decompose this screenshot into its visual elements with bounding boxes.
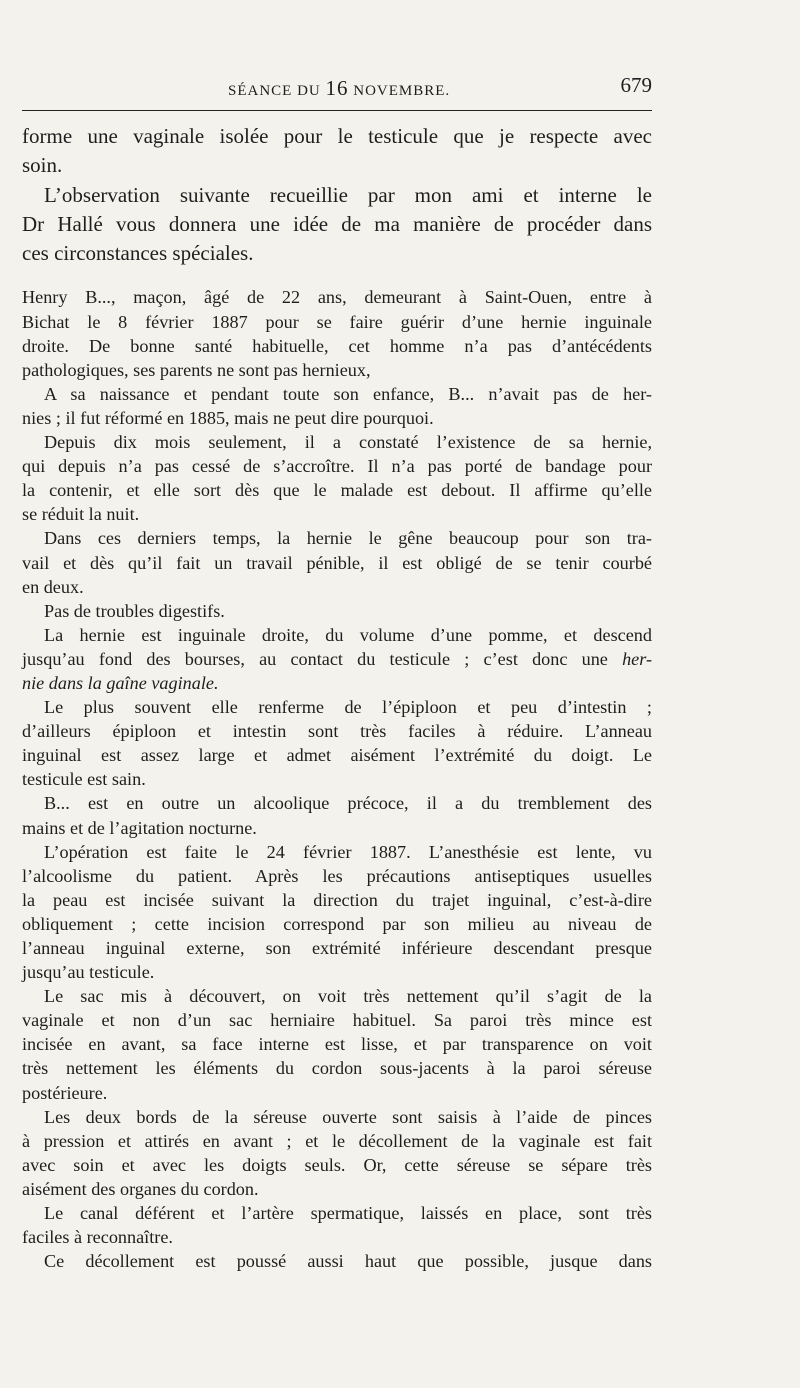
text-line: Depuis dix mois seulement, il a constaté l’existence de sa hernie,: [44, 432, 652, 453]
text-line: avec soin et avec les doigts seuls. Or, cette séreuse se sépare très: [22, 1154, 652, 1175]
text-line: L’observation suivante recueillie par mon ami et interne le: [44, 182, 652, 207]
text-line: très nettement les éléments du cordon sous-jacents à la paroi séreuse: [22, 1058, 652, 1079]
text-line: mains et de l’agitation nocturne.: [22, 817, 257, 838]
text-line: Ce décollement est poussé aussi haut que possible, jusque dans: [44, 1251, 652, 1272]
text-line: forme une vaginale isolée pour le testicule que je respecte avec: [22, 124, 652, 148]
text-line: Le canal déférent et l’artère spermatique, laissés en place, sont très: [44, 1203, 652, 1224]
text-line: [22, 647, 652, 671]
header-title: [228, 76, 450, 101]
text-line: vail et dès qu’il fait un travail pénible, il est obligé de se tenir courbé: [22, 552, 652, 573]
text-line: obliquement ; cette incision correspond par son milieu au niveau de: [22, 913, 652, 934]
text-line: Le sac mis à découvert, on voit très nettement qu’il s’agit de la: [44, 986, 652, 1007]
text-line: vaginale et non d’un sac herniaire habituel. Sa paroi très mince est: [22, 1010, 652, 1031]
intro-paragraphs: [22, 122, 652, 268]
text-line: à pression et attirés en avant ; et le décollement de la vaginale est fait: [22, 1130, 652, 1151]
text-line: l’alcoolisme du patient. Après les précautions antiseptiques usuelles: [22, 865, 652, 886]
header-title-day: 16: [325, 76, 349, 100]
text-line: d’ailleurs épiploon et intestin sont très faciles à réduire. L’anneau: [22, 721, 652, 742]
text-line: B... est en outre un alcoolique précoce, il a du tremblement des: [44, 793, 652, 814]
text-line: La hernie est inguinale droite, du volume d’une pomme, et descend: [44, 624, 652, 645]
text-line: faciles à reconnaître.: [22, 1227, 173, 1248]
text-line: incisée en avant, sa face interne est lisse, et par transparence on voit: [22, 1034, 652, 1055]
running-header: [22, 74, 652, 100]
text-line: Pas de troubles digestifs.: [44, 600, 225, 621]
text-line: se réduit la nuit.: [22, 504, 140, 525]
text-line: postérieure.: [22, 1082, 108, 1103]
text-line: inguinal est assez large et admet aisément l’extrémité du doigt. Le: [22, 745, 652, 766]
text-line: L’opération est faite le 24 février 1887. L’anesthésie est lente, vu: [44, 841, 652, 862]
text-line: aisément des organes du cordon.: [22, 1178, 259, 1199]
text-line: en deux.: [22, 576, 84, 597]
text-line: jusqu’au testicule.: [22, 962, 155, 983]
header-title-prefix: SÉANCE DU: [228, 83, 326, 99]
text-line: nies ; il fut réformé en 1885, mais ne peut dire pourquoi.: [22, 407, 434, 428]
text-line: la peau est incisée suivant la direction du trajet inguinal, c’est-à-dire: [22, 889, 652, 910]
italic-text: nie dans la gaîne vaginale.: [22, 672, 219, 693]
text-line: Henry B..., maçon, âgé de 22 ans, demeurant à Saint-Ouen, entre à: [22, 287, 652, 308]
text-body: [22, 122, 652, 1273]
text-line: qui depuis n’a pas cessé de s’accroître. Il n’a pas porté de bandage pour: [22, 456, 652, 477]
header-rule: [22, 110, 652, 111]
text-line: soin.: [22, 153, 63, 178]
observation-text: [22, 285, 652, 1273]
page-number: 679: [620, 73, 652, 97]
text-line: A sa naissance et pendant toute son enfance, B... n’avait pas de her-: [44, 383, 652, 404]
text-line: Bichat le 8 février 1887 pour se faire guérir d’une hernie inguinale: [22, 311, 652, 332]
text-line: Dr Hallé vous donnera une idée de ma manière de procéder dans: [22, 211, 652, 236]
text-line: l’anneau inguinal externe, son extrémité inférieure descendant presque: [22, 938, 652, 959]
text-line: Dans ces derniers temps, la hernie le gêne beaucoup pour son tra-: [44, 528, 652, 549]
text-line: pathologiques, ses parents ne sont pas hernieux,: [22, 359, 371, 380]
text-line: Les deux bords de la séreuse ouverte sont saisis à l’aide de pinces: [44, 1106, 652, 1127]
text-line: ces circonstances spéciales.: [22, 241, 254, 266]
text-line: droite. De bonne santé habituelle, cet homme n’a pas d’antécédents: [22, 335, 652, 356]
text-line: Le plus souvent elle renferme de l’épiploon et peu d’intestin ;: [44, 697, 652, 718]
text-line: [22, 671, 652, 695]
text-line: la contenir, et elle sort dès que le malade est debout. Il affirme qu’elle: [22, 480, 652, 501]
italic-text: her-: [622, 648, 653, 669]
header-title-suffix: NOVEMBRE.: [348, 83, 451, 99]
text-line: testicule est sain.: [22, 769, 146, 790]
text-segment: jusqu’au fond des bourses, au contact du testicule ; c’est donc une: [22, 648, 608, 669]
